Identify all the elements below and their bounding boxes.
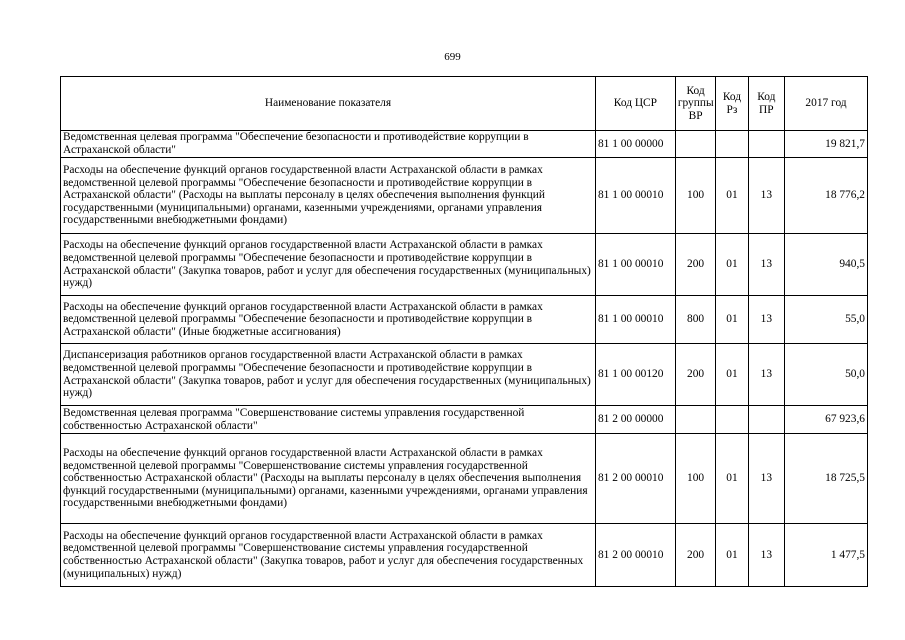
row-vr: 100 — [675, 434, 715, 524]
row-name: Расходы на обеспечение функций органов государственной власти Астраханской области в рамках ведомственной целевой программы "Совершенствование системы управления государственной собственностью Астраханской области" (Расходы на выплаты персоналу в целях обеспечения выполнения функций государственными (муниципальными) органами, казенными учреждениями, органами управления государственными внебюджетными фондами) — [61, 434, 596, 524]
table-header-row — [61, 77, 868, 131]
row-csr: 81 1 00 00120 — [595, 344, 675, 406]
row-pr — [748, 131, 784, 158]
row-amount: 1 477,5 — [785, 524, 868, 587]
table-row — [61, 234, 868, 296]
row-vr: 200 — [675, 524, 715, 587]
row-csr: 81 1 00 00010 — [595, 158, 675, 234]
row-rz: 01 — [716, 158, 748, 234]
row-amount: 18 725,5 — [785, 434, 868, 524]
header-year: 2017 год — [785, 77, 868, 131]
row-amount: 19 821,7 — [785, 131, 868, 158]
row-rz: 01 — [716, 434, 748, 524]
budget-table — [60, 76, 868, 587]
row-csr: 81 1 00 00000 — [595, 131, 675, 158]
row-csr: 81 1 00 00010 — [595, 234, 675, 296]
row-csr: 81 1 00 00010 — [595, 296, 675, 344]
row-name: Расходы на обеспечение функций органов государственной власти Астраханской области в рамках ведомственной целевой программы "Обеспечение безопасности и противодействие коррупции в Астраханской области" (Расходы на выплаты персоналу в целях обеспечения выполнения функций государственными (муниципальными) органами, казенными учреждениями, органами управления государственными внебюджетными фондами) — [61, 158, 596, 234]
row-vr: 200 — [675, 344, 715, 406]
header-rz: Код Рз — [716, 77, 748, 131]
row-pr: 13 — [748, 234, 784, 296]
row-name: Ведомственная целевая программа "Обеспечение безопасности и противодействие коррупции в Астраханской области" — [61, 131, 596, 158]
row-csr: 81 2 00 00000 — [595, 406, 675, 434]
row-csr: 81 2 00 00010 — [595, 434, 675, 524]
row-pr — [748, 406, 784, 434]
row-amount: 940,5 — [785, 234, 868, 296]
row-vr: 200 — [675, 234, 715, 296]
row-amount: 50,0 — [785, 344, 868, 406]
row-name: Расходы на обеспечение функций органов государственной власти Астраханской области в рамках ведомственной целевой программы "Обеспечение безопасности и противодействие коррупции в Астраханской области" (Закупка товаров, работ и услуг для обеспечения государственных (муниципальных) нужд) — [61, 234, 596, 296]
table-row — [61, 158, 868, 234]
table-row — [61, 406, 868, 434]
row-pr: 13 — [748, 296, 784, 344]
header-pr: Код ПР — [748, 77, 784, 131]
row-amount: 67 923,6 — [785, 406, 868, 434]
row-name: Диспансеризация работников органов государственной власти Астраханской области в рамках ведомственной целевой программы "Обеспечение безопасности и противодействие коррупции в Астраханской области" (Закупка товаров, работ и услуг для обеспечения государственных (муниципальных) нужд) — [61, 344, 596, 406]
header-vr: Код группы ВР — [675, 77, 715, 131]
row-amount: 18 776,2 — [785, 158, 868, 234]
row-rz — [716, 131, 748, 158]
row-amount: 55,0 — [785, 296, 868, 344]
row-rz: 01 — [716, 234, 748, 296]
table-row — [61, 131, 868, 158]
table-row — [61, 296, 868, 344]
row-name: Расходы на обеспечение функций органов государственной власти Астраханской области в рамках ведомственной целевой программы "Совершенствование системы управления государственной собственностью Астраханской области" (Закупка товаров, работ и услуг для обеспечения государственных (муниципальных) нужд) — [61, 524, 596, 587]
row-rz: 01 — [716, 344, 748, 406]
row-vr — [675, 131, 715, 158]
row-csr: 81 2 00 00010 — [595, 524, 675, 587]
row-pr: 13 — [748, 434, 784, 524]
row-pr: 13 — [748, 524, 784, 587]
row-rz: 01 — [716, 296, 748, 344]
page-number: 699 — [444, 51, 461, 63]
row-name: Ведомственная целевая программа "Совершенствование системы управления государственной собственностью Астраханской области" — [61, 406, 596, 434]
table-row — [61, 434, 868, 524]
row-vr — [675, 406, 715, 434]
row-name: Расходы на обеспечение функций органов государственной власти Астраханской области в рамках ведомственной целевой программы "Обеспечение безопасности и противодействие коррупции в Астраханской области" (Иные бюджетные ассигнования) — [61, 296, 596, 344]
header-name: Наименование показателя — [61, 77, 596, 131]
header-csr: Код ЦСР — [595, 77, 675, 131]
row-rz — [716, 406, 748, 434]
row-vr: 800 — [675, 296, 715, 344]
row-rz: 01 — [716, 524, 748, 587]
table-row — [61, 524, 868, 587]
row-pr: 13 — [748, 158, 784, 234]
row-pr: 13 — [748, 344, 784, 406]
row-vr: 100 — [675, 158, 715, 234]
table-row — [61, 344, 868, 406]
